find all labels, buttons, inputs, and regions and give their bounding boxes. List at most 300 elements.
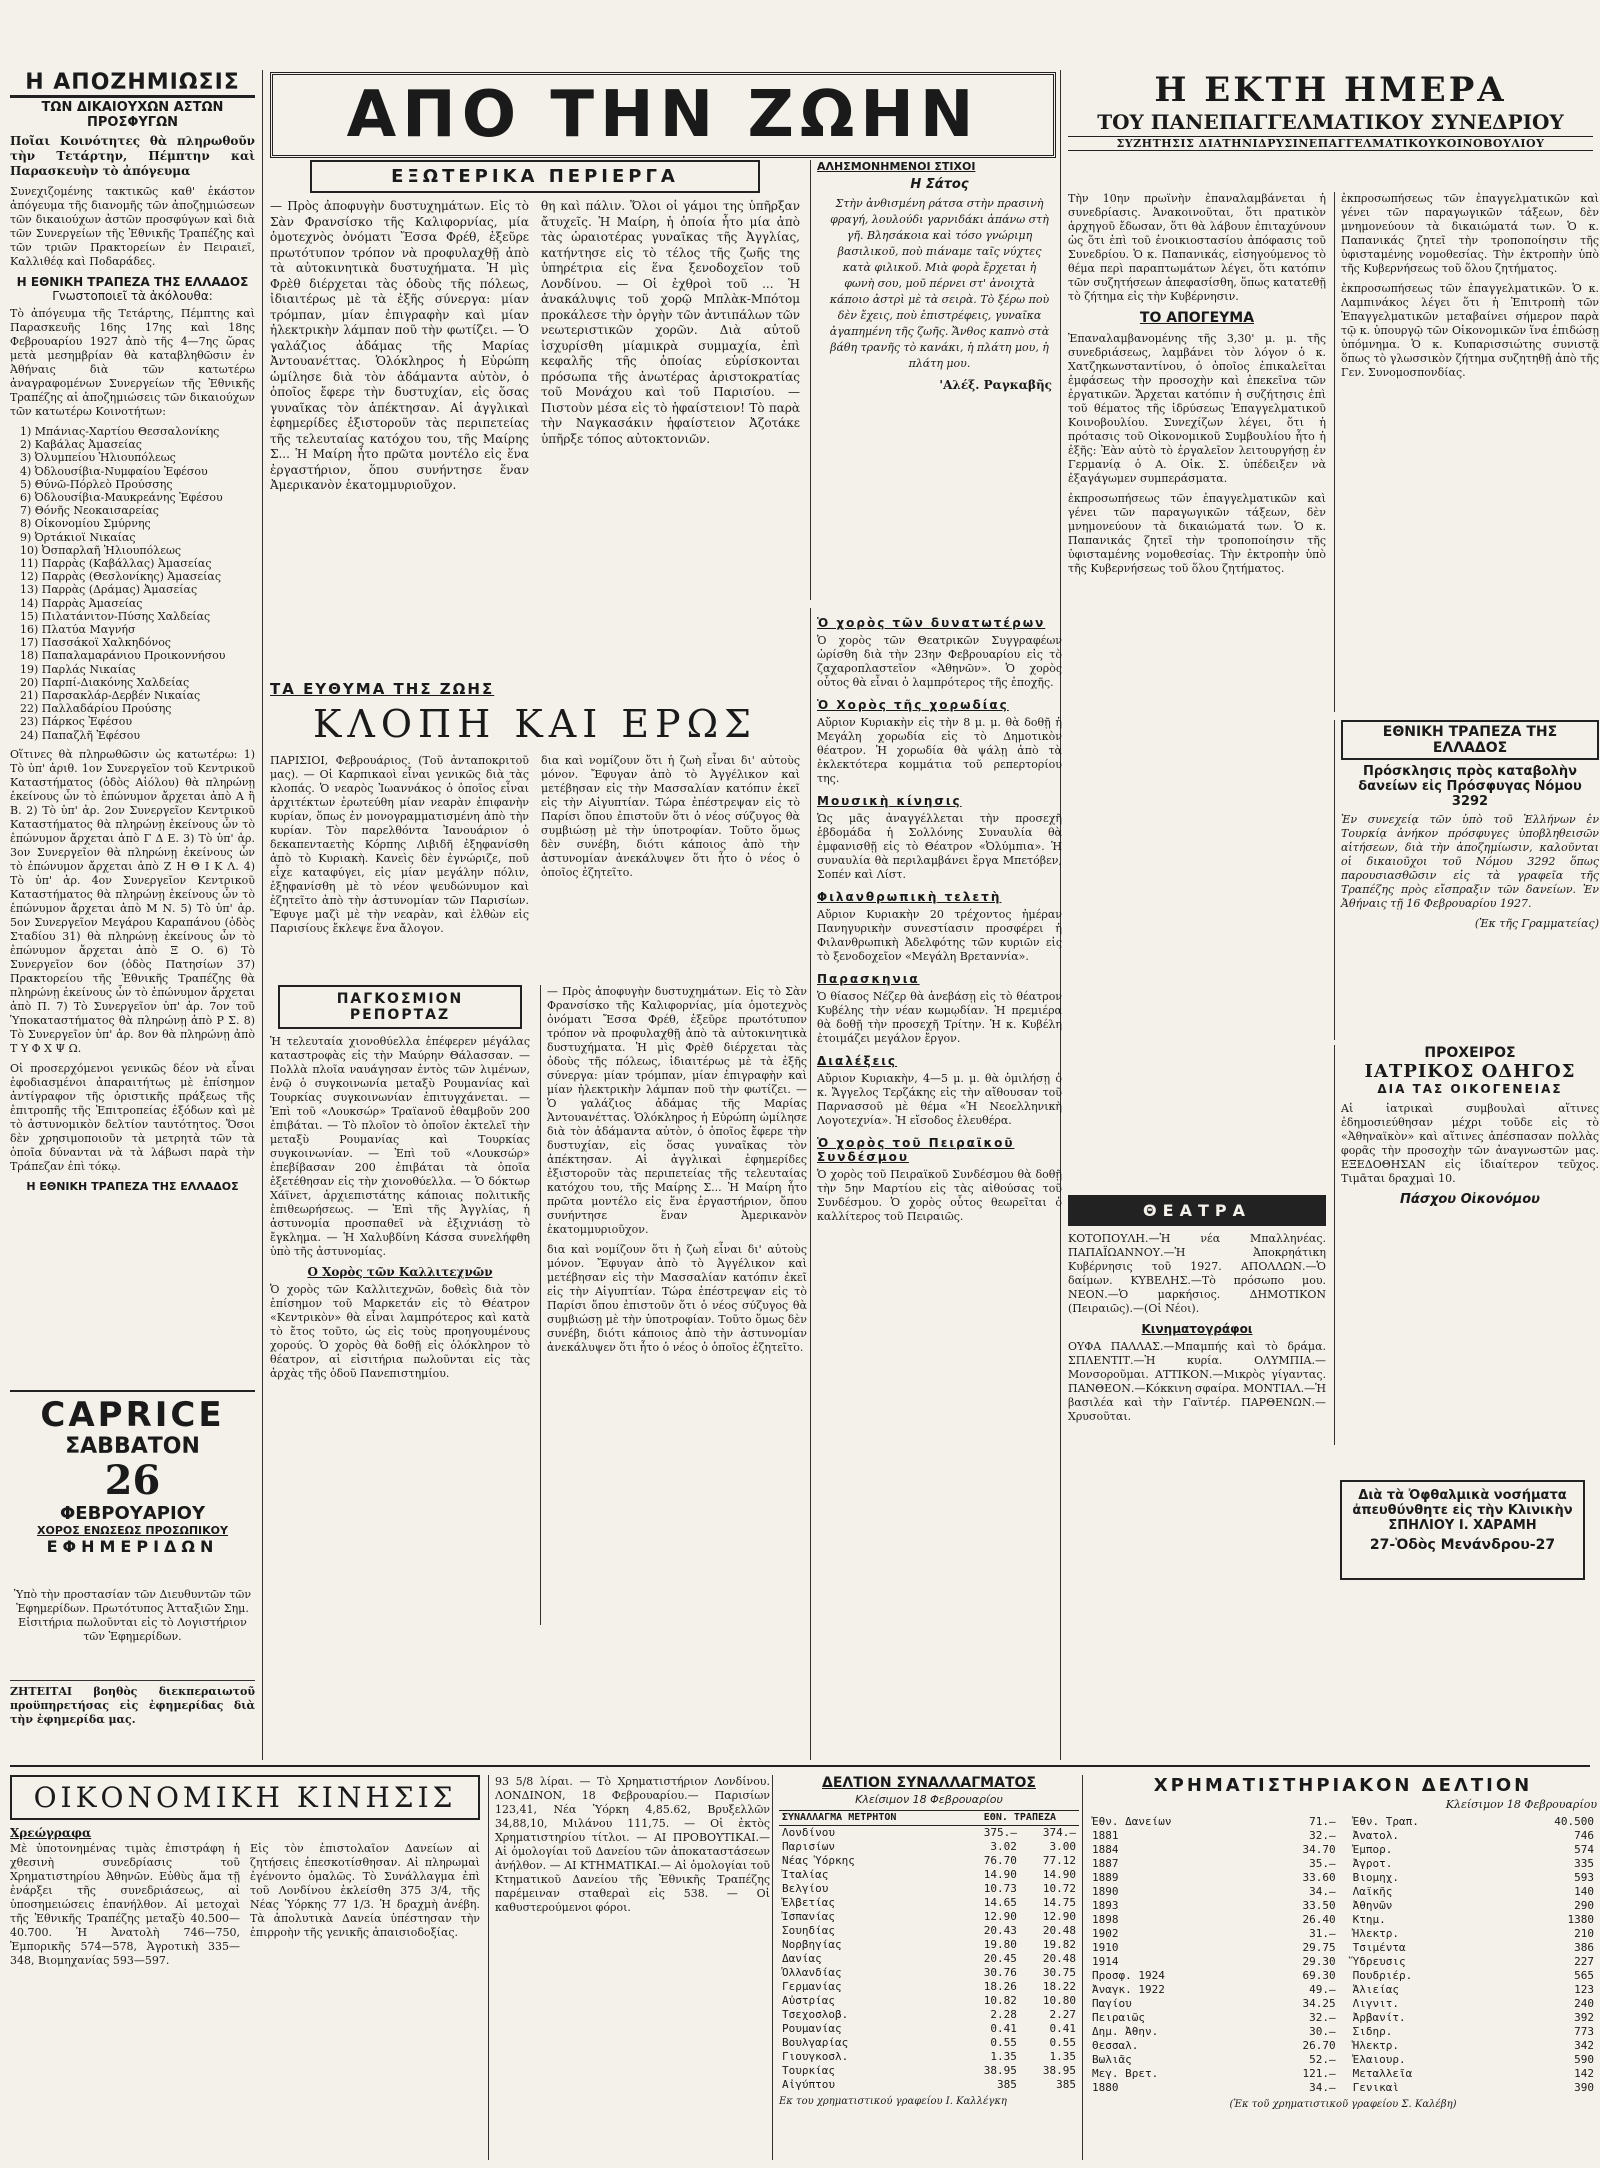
stock-price: 33.50 (1302, 1899, 1336, 1912)
stock-row (1089, 1969, 1597, 1983)
list-item: 12) Παρρὰς (Θεσλονίκης) Ἀμασείας (20, 570, 221, 584)
fx-currency: Αὐστρίας (782, 1994, 835, 2007)
caprice-event: ΧΟΡΟΣ ΕΝΩΣΕΩΣ ΠΡΟΣΩΠΙΚΟΥ (36, 1524, 228, 1537)
stock-name: 1884 (1092, 1843, 1119, 1856)
fx-currency: Ὁλλανδίας (782, 1966, 842, 1979)
fx-currency: Ἰσπανίας (782, 1910, 835, 1923)
reportage-title: ΠΑΓΚΟΣΜΙΟΝ ΡΕΠΟΡΤΑΖ (278, 985, 522, 1029)
stock-name: Ἐλαιουρ. (1352, 2053, 1406, 2066)
fx-currency: Γιουγκοσλ. (782, 2050, 849, 2063)
fx-title: ΔΕΛΤΙΟΝ ΣΥΝΑΛΛΑΓΜΑΤΟΣ (822, 1775, 1036, 1791)
banner-title: ΑΠΟ ΤΗΝ ΖΩΗΝ (346, 78, 980, 152)
fx-rate: 0.55 (990, 2036, 1017, 2049)
stock-row (1089, 1913, 1597, 1927)
list-item: 23) Πάρκος Ἐφέσου (20, 715, 133, 729)
stock-price: 26.70 (1302, 2039, 1336, 2052)
stock-row (1089, 1997, 1597, 2011)
fx-rate: 12.90 (1042, 1910, 1076, 1923)
stock-name: 1893 (1092, 1899, 1119, 1912)
apog-body-2: ἐκπροσωπήσεως τῶν ἐπαγγελματικῶν. Ὁ κ. Λαμπινάκος λέγει ὅτι ἡ Ἐπιτροπὴ τῶν Ἐπαγγελματικῶν μεταβαίνει σήμερον παρὰ τῷ κ. ὑπουργῷ τῶν Οἰκονομικῶν ἵνα ἐπιδώσῃ ὑπόμνημα. Ὁ κ. Κυπαρισσιώτης συνιστᾷ ὅπως τὸ γλωσσικὸν ζήτημα συζητηθῇ ἀπὸ τῆς Γεν. Συνομοσπονδίας. (1341, 282, 1599, 379)
fx-currency: Ἰταλίας (782, 1868, 829, 1881)
fx-rate: 385 (997, 2078, 1017, 2091)
left-body-1: Συνεχιζομένης τακτικῶς καθ' ἑκάστον ἀπόγευμα τῆς διανομῆς τῶν ἀποζημιώσεων τῶν δικαιούχων ἀστῶν προσφύγων καὶ διὰ τῶν Συνεργείων τῆς Ἐθνικῆς Τραπέζης καὶ τῶν τριῶν Πρακτορείων ἐν Πειραιεῖ, Καλλιθέᾳ καὶ Ποδαράδες. (10, 185, 255, 268)
fx-rate: 3.02 (990, 1840, 1017, 1853)
fx-row (779, 1854, 1079, 1868)
doctor-body: Αἱ ἱατρικαὶ συμβουλαὶ αἵτινες ἐδημοσιεύθησαν μέχρι τοῦδε εἰς τὸ «Ἀθηναϊκὸν» καὶ αἵτινες ἀπέσπασαν πολλὰς φορᾶς τὴν προσοχὴν τῶν ἀναγνωστῶν μας. ΕΞΕΔΟΘΗΣΑΝ εἰς ἰδιαίτερον τεῦχος. Τιμᾶται δραχμαὶ 10. (1341, 1102, 1599, 1185)
stock-price: 29.75 (1302, 1941, 1336, 1954)
list-item: 3) Ὀλυμπείου Ἡλιουπόλεως (20, 451, 176, 465)
fx-row (779, 1980, 1079, 1994)
stock-price: 773 (1574, 2025, 1594, 2038)
stock-name: Παγίου (1092, 1997, 1132, 2010)
list-item: 6) Ὀδλουσίβια-Μαυκρεάνης Ἐφέσου (20, 491, 223, 505)
stock-price: 227 (1574, 1955, 1594, 1968)
apog-body-repeat: ἐκπροσωπήσεως τῶν ἐπαγγελματικῶν καὶ γένει τῶν παραγωγικῶν τάξεων, δὲν μνημονεύουν τὰ δικαιώματά των. Ὁ κ. Παπανικάς ζητεῖ τὴν τροποποίησιν τῆς ὑφισταμένης νομοθεσίας. Τὴν ἐκτροπὴν ὑπὸ τῆς Κυβερνήσεως τοῦ ὅλου ζητήματος. (1068, 492, 1326, 575)
fx-currency: Παρισίων (782, 1840, 835, 1853)
poem-section (810, 160, 1062, 600)
fx-rate: 10.82 (983, 1994, 1017, 2007)
list-item: 18) Παπαλαμαράνιου Προικοννήσου (20, 649, 226, 663)
econ-title: ΟΙΚΟΝΟΜΙΚΗ ΚΙΝΗΣΙΣ (10, 1775, 480, 1820)
fx-rate: 30.75 (1042, 1966, 1076, 1979)
phil-title: Φιλανθρωπικὴ τελετὴ (817, 890, 1002, 904)
fx-rate: 0.55 (1049, 2036, 1076, 2049)
reportage-section (270, 985, 530, 1625)
list-item: 21) Παρσακλάρ-Δερβέν Νικαίας (20, 689, 201, 703)
apog-title: ΤΟ ΑΠΟΓΕΥΜΑ (1139, 310, 1255, 326)
stock-price: 32.— (1309, 2011, 1336, 2024)
fx-rate: 375.— (983, 1826, 1017, 1839)
fx-row (779, 2022, 1079, 2036)
list-item: 7) Θόνῆς Νεοκαισαρείας (20, 504, 159, 518)
fx-row (779, 1868, 1079, 1882)
stock-price: 71.— (1309, 1815, 1336, 1828)
fx-currency: Τουρκίας (782, 2064, 835, 2077)
theatre-section (1068, 1195, 1326, 1615)
fx-rate: 18.26 (983, 1980, 1017, 1993)
stock-price: 342 (1574, 2039, 1594, 2052)
list-item: 9) Ὀρτάκιοϊ Νικαίας (20, 530, 136, 544)
fx-row (779, 2064, 1079, 2078)
eye-clinic-text: Διὰ τὰ Ὀφθαλμικὰ νοσήματα ἀπευθύνθητε εἰς τὴν Κλινικὴν ΣΠΗΛΙΟΥ Ι. ΧΑΡΑΜΗ (1352, 1488, 1573, 1533)
stock-row (1089, 2039, 1597, 2053)
fx-row (779, 1896, 1079, 1910)
list-item: 17) Πασσάκοϊ Χαλκηδόνος (20, 636, 171, 650)
stock-date: Κλείσιμον 18 Φεβρουαρίου (1445, 1798, 1597, 1811)
fx-rate: 1.35 (1049, 2050, 1076, 2063)
stock-name: Θεσσαλ. (1092, 2039, 1139, 2052)
cinema-title: Κινηματογράφοι (1141, 1322, 1253, 1336)
stock-price: 34.— (1309, 2081, 1336, 2094)
fx-row (779, 1952, 1079, 1966)
list-item: 16) Πλατύα Μαγνήσ (20, 623, 136, 637)
econ-subtitle: Χρεώγραφα (10, 1826, 92, 1840)
stock-row (1089, 1843, 1597, 1857)
fx-rate: 38.95 (983, 2064, 1017, 2077)
econ-body-3: 93 5/8 λίραι. — Τὸ Χρηματιστήριον Λονδίνου. ΛΟΝΔΙΝΟΝ, 18 Φεβρουαρίου.— Παρισίων 123,41, Νέα Ὑόρκη 4,85.62, Βρυξελλῶν 34,88,10, Μιλάνου 111,75. — Οἱ ἐκτὸς Χρηματιστηρίου τίτλοι. — ΑΙ ΠΡΟΒΟΥΤΙΚΑΙ.— Αἱ ὁμολογίαι τοῦ Δανείου τῶν ἀποκαταστάσεων ἀνήλθον. — ΑΙ ΚΤΗΜΑΤΙΚΑΙ.— Αἱ ὁμολογίαι τοῦ Κτηματικοῦ Δανείου τῆς Ἐθνικῆς Τραπέζης παρέμειναν σταθεραὶ εἰς 538. — Οἱ καθυστερούμενοι φόροι. (495, 1775, 770, 1914)
fx-rate: 10.73 (983, 1882, 1017, 1895)
exoterika-col-2: θη καὶ πάλιν. Ὅλοι οἱ γάμοι της ὑπῆρξαν ἄτυχεῖς. Ἡ Μαίρη, ἡ ὁποία ἦτο μία ἀπὸ τὰς ὡραιοτέρας γυναῖκας τῆς Ἀγγλίας, κατήντησε εἰς τὸ τέλος τῆς ζωῆς της ὑπηρέτρια εἰς ἕνα ξενοδοχεῖον τοῦ Λονδίνου. — Οἱ ἐχθροὶ τοῦ ... Ἡ ἀνακάλυψις τοῦ χορῷ Μπλὰκ-Μπότομ προκάλεσε τὴν ὀργὴν τῶν ἀντιπάλων τῶν νεωτεριστικῶν χορῶν. Διὰ αὐτοῦ ἰσχυρίσθη μίαμικρὰ συμμαχία, ἐπὶ κεφαλῆς τῆς ὁποίας εὑρίσκονται πρόσωπα τῆς ἀνωτέρας ἀριστοκρατίας τοῦ Μονάχου καὶ τοῦ Παρισίου. — Πιστοὺν μέσα εἰς τὸ ἡφαίστειον! Τὸ παρὰ τὴν Ναγκασάκιν ἡφαίστειον Ἀζοτάκε ὑπῆρξε τόπος αὐτοκτονιῶν. (541, 199, 800, 446)
stock-price: 34.70 (1302, 1843, 1336, 1856)
stock-row (1089, 1955, 1597, 1969)
stock-row (1089, 1871, 1597, 1885)
left-title: Η ΑΠΟΖΗΜΙΩΣΙΣ (10, 70, 255, 98)
fx-currency: Ἑλβετίας (782, 1896, 835, 1909)
fx-currency: Αἰγύπτου (782, 2078, 835, 2091)
stock-price: 290 (1574, 1899, 1594, 1912)
fx-rate: 1.35 (990, 2050, 1017, 2063)
fx-table-body (779, 1826, 1079, 2093)
stock-row (1089, 2025, 1597, 2039)
fx-currency: Ρουμανίας (782, 2022, 842, 2035)
list-item: 14) Παρρὰς Ἀμασείας (20, 596, 143, 610)
poem-signature: 'Αλέξ. Ραγκαβῆς (939, 378, 1052, 392)
stock-name: Ἠλεκτρ. (1352, 1927, 1399, 1940)
econ-body-2: Εἰς τὸν ἐπιστολαῖον Δανείων αἱ ζητήσεις ἐπεσκοτίσθησαν. Αἱ πληρωμαὶ ἐγένοντο ὁμαλῶς. Τὸ Συνάλλαγμα ἐπὶ τοῦ Λονδίνου ἐκλείσθη 375 3/4, τῆς Νέας Ὑόρκης 77 1/3. Ἡ δραχμὴ ἀνέβη. Τὰ ἀπολυτικὰ Δανεία ὑπέστησαν τὴν ἐπιρροὴν τῆς γενικῆς ἀπαισιοδοξίας. (250, 1842, 480, 1939)
list-item: 4) Ὀδλουσίβια-Νυμφαίου Ἐφέσου (20, 464, 208, 478)
fx-rate: 14.65 (983, 1896, 1017, 1909)
lectures-body: Αὔριον Κυριακὴν, 4—5 μ. μ. θὰ ὁμιλήσῃ ὁ κ. Ἄγγελος Τερζάκης εἰς τὴν αἴθουσαν τοῦ Παρνασσοῦ μὲ θέμα «Ἡ Νεοελληνικὴ Λογοτεχνία». Ἡ εἴσοδος ἐλευθέρα. (817, 1072, 1062, 1127)
stock-price: 240 (1574, 1997, 1594, 2010)
stock-name: Ὕδρευσις (1352, 1955, 1406, 1968)
poem-subtitle: Η Σάτος (910, 177, 969, 192)
fx-rate: 18.22 (1042, 1980, 1076, 1993)
fx-section (772, 1775, 1079, 2160)
fx-row (779, 2008, 1079, 2022)
fx-currency: Δανίας (782, 1952, 822, 1965)
events-body-2: δια καὶ νομίζουν ὅτι ἡ ζωὴ εἶναι δι' αὐτοὺς μόνον. Ἔφυγαν ἀπὸ τὸ Ἀγγέλικον καὶ μετέβησαν εἰς τὴν Μασσαλίαν κατόπιν ἐκεῖ εἰς τὴν Αἰγυπτίαν. Τώρα ἐπέστρεψαν εἰς τὸ Παρίσι ὅπου ἐπιστοῦν ὅτι ὁ νέος σύζυγος θὰ συμβιώσῃ μὲ τὴν ὑποτροφίαν. Τοῦτο ὅμως δὲν συνέβη, διότι κάποιος ἀπὸ τὴν ἀστυνομίαν ἀνεκάλυψεν ὅτι ἦτο ὁ νέος ὁ ὁποῖος ἐζητεῖτο. (541, 754, 800, 879)
list-item: 24) Παπαζλῆ Ἐφέσου (20, 728, 141, 742)
bank-ad-subtitle: Πρόσκλησις πρὸς καταβολὴν δανείων εἰς Πρόσφυγας Νόμου 3292 (1358, 764, 1582, 809)
fx-row (779, 2036, 1079, 2050)
fx-currency: Νέας Ὑόρκης (782, 1854, 855, 1867)
eye-clinic-ad (1340, 1480, 1585, 1580)
fx-rate: 77.12 (1042, 1854, 1076, 1867)
events-title: ΚΛΟΠΗ ΚΑΙ ΕΡΩΣ (313, 702, 757, 746)
caprice-body: Ὑπὸ τὴν προστασίαν τῶν Διευθυντῶν τῶν Ἐφημερίδων. Πρωτότυπος Ἀτταξιῶν Σημ. Εἰσιτήρια πωλοῦνται εἰς τὸ Λογιστήριον τῶν Ἐφημερίδων. (13, 1588, 252, 1643)
stock-price: 34.— (1309, 1885, 1336, 1898)
main-banner (270, 72, 1056, 158)
econ-body-1: Μὲ ὑποτονημένας τιμὰς ἐπιστράφη ἡ χθεσινὴ συνεδρίασις τοῦ Χρηματιστηρίου Ἀθηνῶν. Εὐθὺς ἅμα τῇ ἐνάρξει τῆς συνεδριάσεως, αἱ ὑποσημειώσεις ἐπανήλθον. Αἱ μετοχαὶ τῆς Ἐθνικῆς Τραπέζης μεταξὺ 40.500—40.700. Ἡ Ἀνατολὴ 746—750, Ἐμπορικῆς 574—578, Ἀγροτικὴ 335—348, Βιομηχανίας 593—597. (10, 1842, 240, 1967)
stock-row (1089, 1857, 1597, 1871)
parasx-title: Παρασκηνια (817, 972, 920, 986)
stock-price: 574 (1574, 1843, 1594, 1856)
events-kicker: ΤΑ ΕΥΘΥΜΑ ΤΗΣ ΖΩΗΣ (270, 680, 495, 698)
right-body-1: Τὴν 10ην πρωϊνὴν ἐπαναλαμβάνεται ἡ συνεδρίασις. Ἀνακοινοῦται, ὅτι πρατικὸν ἀρχηγοῦ ἔδωσαν, ὅτι θὰ λάβουν ἐπιταχύνουν ὡς ὅτι ἐπὶ τοῦ ἐνοικιοστασίου ἀπόφασις τοῦ Συνεδρίου. Ὁ κ. Παπανικάς, εἰσηγούμενος τὸ θέμα περὶ παραπτωμάτων λέγει, ὅτι κατόπιν τῶν συζητήσεων ἀπεφασίσθη, ὅπως κατατεθῇ τὸ ζήτημα εἰς τὴν Κυβέρνησιν. (1068, 192, 1326, 303)
stock-price: 565 (1574, 1969, 1594, 1982)
stock-name: Λιγνιτ. (1352, 1997, 1399, 2010)
fx-header: ΣΥΝΑΛΛΑΓΜΑ ΜΕΤΡΗΤΟΝ (782, 1812, 897, 1823)
stock-price: 31.— (1309, 1927, 1336, 1940)
stock-price: 746 (1574, 1829, 1594, 1842)
list-item: 5) Θύνῶ-Πόρλεὸ Προύσσης (20, 477, 173, 491)
stock-price: 590 (1574, 2053, 1594, 2066)
fx-rate: 10.80 (1042, 1994, 1076, 2007)
fx-rate: 20.45 (983, 1952, 1017, 1965)
caprice-date: 26 (104, 1457, 161, 1504)
events-section (270, 680, 800, 980)
chorus2-body: Αὔριον Κυριακὴν εἰς τὴν 8 μ. μ. θὰ δοθῇ ἡ Μεγάλη χορωδία εἰς τὸ Δημοτικὸν θέατρον. Ἡ χορωδία θὰ ψάλῃ ἀπὸ τὰ ἐκλεκτότερα κομμάτια τοῦ ρεπερτορίου της. (817, 716, 1062, 785)
stock-price: 392 (1574, 2011, 1594, 2024)
stock-name: Σιδηρ. (1352, 2025, 1393, 2038)
stock-name: Ἁλιείας (1352, 1983, 1399, 1996)
fx-rate: 38.95 (1042, 2064, 1076, 2077)
music-body: Ὡς μᾶς ἀναγγέλλεται τὴν προσεχῆ ἑβδομάδα ἡ Σολλόνης Συναυλία θὰ ἐμφανισθῇ εἰς τὸ Θέατρον «Ὀλύμπια». Ἡ συναυλία θὰ περιλαμβάνει ἔργα Μπετόβεν, Σοπέν καὶ Λίστ. (817, 812, 1062, 881)
list-item: 20) Παρπί-Διακόνης Χαλδείας (20, 675, 190, 689)
econ-section (10, 1775, 480, 2160)
stock-name: Ἐθν. Τραπ. (1352, 1815, 1419, 1828)
fx-rate: 14.75 (1042, 1896, 1076, 1909)
stock-section (1082, 1775, 1597, 2160)
fx-currency: Τσεχοσλοβ. (782, 2008, 849, 2021)
theatre-body: ΚΟΤΟΠΟΥΛΗ.—Ἡ νέα Μπαλληνέας. ΠΑΠΑΪΩΑΝΝΟΥ.—Ἡ Ἀποκρηάτικη Κυβέρνησις τοῦ 1927. ΑΠΟΛΛΩΝ.—Ὁ δαίμων. ΚΥΒΕΛΗΣ.—Τὸ πρόσωπο μου. ΝΕΟΝ.—Ὁ μαρκήσιος. ΔΗΜΟΤΙΚΟΝ (Πειραιῶς).—(Οἱ Νέοι). (1068, 1232, 1326, 1315)
fx-rate: 19.80 (983, 1938, 1017, 1951)
caprice-org: ΕΦΗΜΕΡΙΔΩΝ (46, 1537, 219, 1556)
list-item: 1) Μπάνιας-Χαρτίου Θεσσαλονίκης (20, 425, 220, 438)
bank-ad (1334, 720, 1599, 1040)
right-body-2-text: ἐκπροσωπήσεως τῶν ἐπαγγελματικῶν καὶ γένει τῶν παραγωγικῶν τάξεων, δὲν μνημονεύουν τὰ δικαιώματά των. Ὁ κ. Παπανικάς ζητεῖ τὴν τροποποίησιν τῆς ὑφισταμένης νομοθεσίας. Τὴν ἐκτροπὴν ὑπὸ τῆς Κυβερνήσεως τοῦ ὅλου ζητήματος. (1341, 192, 1599, 275)
stock-name: Ἀθηνῶν (1352, 1899, 1393, 1912)
stock-name: Βωλιᾶς (1092, 2053, 1132, 2066)
chores-title: Ο Χορὸς τῶν Καλλιτεχνῶν (307, 1265, 493, 1279)
doctor-subtitle: ΙΑΤΡΙΚΟΣ ΟΔΗΓΟΣ (1364, 1061, 1576, 1082)
fx-currency: Σουηδίας (782, 1924, 835, 1937)
stock-name: Πειραιῶς (1092, 2011, 1145, 2024)
fx-row (779, 1966, 1079, 1980)
stock-name: Τσιμέντα (1352, 1941, 1406, 1954)
caprice-day: ΣΑΒΒΑΤΟΝ (65, 1434, 200, 1459)
phil-body: Αὔριον Κυριακὴν 20 τρέχοντος ἡμέραν Πανηγυρικὴν συνεστίασιν προσφέρει ἡ Φιλανθρωπικὴ Ἀδελφότης τῶν κυριῶν εἰς τὸ ξενοδοχεῖον «Μεγάλη Βρεταννία». (817, 908, 1062, 963)
caprice-month: ΦΕΒΡΟΥΑΡΙΟΥ (59, 1503, 205, 1524)
exoterika-title: ΕΞΩΤΕΡΙΚΑ ΠΕΡΙΕΡΓΑ (310, 160, 760, 193)
center-right-news (540, 985, 807, 1625)
fx-currency: Βουλγαρίας (782, 2036, 849, 2049)
apog-body: Ἐπαναλαμβανομένης τῆς 3,30' μ. μ. τῆς συνεδριάσεως, λαμβάνει τὸν λόγον ὁ κ. Χατζηκωνσταντίνου, ὁ ὁποῖος ἐπικαλεῖται ἐμφάσεως τὴν προσοχὴν καὶ ἐπεκεῖνα τῶν ἐργατικῶν. Ἄρχεται κατόπιν ἡ συζήτησις ἐπὶ τοῦ θέματος τῆς ἱδρύσεως Ἐπαγγελματικοῦ Κοινοβουλίου. Συνεχίζων λέγει, ὅτι ἡ πρότασις τοῦ Οἰκονομικοῦ Συμβουλίου ἦτο ἡ ἐξῆς: Ἐὰν αὐτὸ τὸ ἐργαλεῖον λειτουργήσῃ ἐν Γερμανίᾳ ὁ Α. Οἰκ. Σ. ὑπέδειξεν νὰ ἐξαγάγωμεν συμπεράσματα. (1068, 332, 1326, 485)
stock-name: Ἐμπορ. (1352, 1843, 1393, 1856)
stock-name: Ἀρβανίτ. (1352, 2011, 1406, 2024)
fx-table (779, 1810, 1079, 2092)
stock-price: 386 (1574, 1941, 1594, 1954)
poem-body: Στὴν ἀνθισμένη ράτσα στὴν πρασινὴ φραγή, λουλούδι γαρνιδάκι ἀπάνω στὴ γῆ. Βλησάκοια καὶ τόσο γνώριμη βασιλικοῦ, ποὺ πιάναμε ταῖς νύχτες κατὰ φιλικοῦ. Μιὰ φορὰ ἔρχεται ἡ φωνὴ σου, μοῦ πέρνει στ' ἀνοιχτὰ κάποιο ἀστρὶ μὲ τὰ σειρὰ. Τὸ ξέρω ποὺ δὲν ἔχεις, ποὺ ἐπιστρέφεις, γυναῖκα ἀγαπημένη τῆς ζωῆς. Ἄνθος καπνὸ στὰ βάθη τρανῆς τὸ κανάκι, ἡ πλάτη μου, ἡ πλάτη μου. (829, 197, 1050, 370)
center-right-body-2: δια καὶ νομίζουν ὅτι ἡ ζωὴ εἶναι δι' αὐτοὺς μόνον. Ἔφυγαν ἀπὸ τὸ Ἀγγέλικον καὶ μετέβησαν εἰς τὴν Μασσαλίαν κατόπιν ἐκεῖ εἰς τὴν Αἰγυπτίαν. Τώρα ἐπέστρεψαν εἰς τὸ Παρίσι ὅπου ἐπιστοῦν ὅτι ὁ νέος σύζυγος θὰ συμβιώσῃ μὲ τὴν ὑποτροφίαν. Τοῦτο ὅμως δὲν συνέβη, διότι κάποιος ἀπὸ τὴν ἀστυνομίαν ἀνεκάλυψεν ὅτι ἦτο ὁ νέος ὁ ὁποῖος ἐζητεῖτο. (547, 1243, 807, 1354)
fx-row (779, 1840, 1079, 1854)
list-item: 8) Οἰκονομίου Σμύρνης (20, 517, 151, 531)
stock-name: Ἐθν. Δανείων (1092, 1815, 1172, 1828)
stock-price: 593 (1574, 1871, 1594, 1884)
stock-name: 1902 (1092, 1927, 1119, 1940)
right-header (1068, 70, 1593, 190)
stock-name: 1880 (1092, 2081, 1119, 2094)
stock-price: 29.30 (1302, 1955, 1336, 1968)
list-item: 10) Ὀσπαρλαῆ Ἡλιουπόλεως (20, 543, 182, 557)
fx-rate: 374.— (1042, 1826, 1076, 1839)
fx-rate: 14.90 (1042, 1868, 1076, 1881)
fx-rate: 385 (1056, 2078, 1076, 2091)
bank-ad-title: ΕΘΝΙΚΗ ΤΡΑΠΕΖΑ ΤΗΣ ΕΛΛΑΔΟΣ (1341, 720, 1599, 760)
left-lead: Ποῖαι Κοινότητες θὰ πληρωθοῦν τὴν Τετάρτην, Πέμπτην καὶ Παρασκευὴν τὸ ἀπόγευμα (10, 134, 255, 178)
list-item: 11) Παρρὰς (Καβάλλας) Ἀμασείας (20, 557, 212, 571)
list-item: 2) Καβάλας Ἀμασείας (20, 438, 142, 452)
left-column (10, 70, 255, 1585)
stock-price: 142 (1574, 2067, 1594, 2080)
stock-name: Βιομηχ. (1352, 1871, 1399, 1884)
stock-row (1089, 2053, 1597, 2067)
left-subtitle: ΤΩΝ ΔΙΚΑΙΟΥΧΩΝ ΑΣΤΩΝ ΠΡΟΣΦΥΓΩΝ (41, 100, 224, 130)
left-list (10, 425, 255, 742)
stock-name: Δημ. Ἀθην. (1092, 2025, 1159, 2038)
stock-price: 123 (1574, 1983, 1594, 1996)
stock-price: 1380 (1567, 1913, 1594, 1926)
stock-name: 1914 (1092, 1955, 1119, 1968)
fx-date: Κλείσιμον 18 Φεβρουαρίου (855, 1793, 1003, 1806)
stock-row (1089, 1927, 1597, 1941)
list-item: 15) Πιλατάνιτον-Πύσης Χαλδείας (20, 609, 211, 623)
fx-rate: 76.70 (983, 1854, 1017, 1867)
stock-row (1089, 1941, 1597, 1955)
fx-header: ΕΘΝ. ΤΡΑΠΕΖΑ (983, 1812, 1057, 1823)
left-bank-sign: Η ΕΘΝΙΚΗ ΤΡΑΠΕΖΑ ΤΗΣ ΕΛΛΑΔΟΣ (26, 1179, 239, 1193)
stock-price: 32.— (1309, 1829, 1336, 1842)
music-title: Μουσικὴ κίνησις (817, 794, 962, 808)
side-news (810, 608, 1062, 1760)
list-item: 13) Παρρὰς (Δράμας) Ἀμασείας (20, 583, 198, 597)
fx-rate: 20.43 (983, 1924, 1017, 1937)
fx-rate: 20.48 (1042, 1952, 1076, 1965)
stock-name: Ἀναγκ. 1922 (1092, 1983, 1165, 1996)
fx-rate: 12.90 (983, 1910, 1017, 1923)
stock-price: 26.40 (1302, 1913, 1336, 1926)
doctor-author: Πάσχου Οἰκονόμου (1400, 1192, 1540, 1207)
bank-ad-body: Ἐν συνεχείᾳ τῶν ὑπὸ τοῦ Ἐλλήνων ἐν Τουρκίᾳ ἀνήκον πρόσφυγες ὑποβληθεισῶν αἰτήσεων, διὰ τὴν ἀποζημίωσιν, καλοῦνται οἱ δικαιοῦχοι τοῦ Νόμου 3292 ὅπως παρουσιασθῶσιν εἰς τὰ γραφεῖα τῆς Τραπέζης πρὸς εἴσπραξιν τῶν δανείων. Ἐν Ἀθήναις τῇ 16 Φεβρουαρίου 1927. (1341, 813, 1599, 910)
chores-body: Ὁ χορὸς τῶν Καλλιτεχνῶν, δοθεὶς διὰ τὸν ἐπίσημον τοῦ Μαρκετάν εἰς τὸ Θέατρον «Κεντρικὸν» θὰ εἶναι λαμπρότερος καὶ κατὰ τὸ ἔτος τοῦτο, ὡς εἰς τοὺς προηγουμένους χορούς. Ὁ χορὸς θὰ δοθῇ εἰς ὁλόκληρον τὸ θέατρον, αἱ εἰσιτήρια πωλοῦνται εἰς τὰς ἀρχὰς τῆς ὁδοῦ Πανεπιστημίου. (270, 1283, 530, 1380)
divider-1 (262, 70, 263, 1760)
center-right-body-1: — Πρὸς ἀποφυγὴν δυστυχημάτων. Εἰς τὸ Σὰν Φρανσίσκο τῆς Καλιφορνίας, μία ὁμοτεχνὸς ὀνόματι Ἔσσα Φρέθ, ἐξεῦρε πρωτότυπον τρόπον νὰ προφυλαχθῇ ἀπὸ τὰ αὐτοκινητικὰ δυστυχήματα. Ἡ μὶς Φρὲθ διέρχεται τὰς ὁδοὺς τῆς πόλεως, ἰδιαιτέρως μὲ τὰ ἐξῆς σύνεργα: μίαν τρόμπαν, μίαν ἐπιγραφὴν καὶ μίαν ἠλεκτρικὴν λάμπαν ποῦ τὴν φωτίζει. — Ὁ γαλάζιος ἀδάμας τῆς Μαρίας Ἀντουανέττας. Ὁλόκληρος ἡ Εὐρώπη ὡμίλησε διὰ τὸν ἀδάμαντα αὐτὸν, ὁ ὁποῖος ἔφερε τὴν δυστυχίαν, εἰς ὅσας γυναῖκας τὸν ἀπέκτησαν. Αἱ ἀγγλικαὶ ἐφημερίδες ἐξιστοροῦν τὰς περιπετείας τῆς τελευταίας κατόχου του, τῆς Μαίρης Σ... Ἡ Μαίρη ἦτο πρῶτα μοντέλο εἰς ἕνα ἐργαστήριον, ὅπου συνήντησε ἕναν Ἀμερικανὸν ἑκατομμυριοῦχον. (547, 985, 807, 1236)
poem-title: ΑΛΗΣΜΟΝΗΜΕΝΟΙ ΣΤΙΧΟΙ (817, 160, 976, 173)
caprice-ad (10, 1390, 255, 1591)
fx-rate: 2.28 (990, 2008, 1017, 2021)
fx-row (779, 1938, 1079, 1952)
list-item: 22) Παλλαδάρίου Προύσης (20, 702, 172, 716)
pireus-title: Ὁ χορὸς τοῦ Πειραϊκοῦ Συνδέσμου (817, 1136, 1015, 1164)
caprice-body-wrap (10, 1588, 255, 1668)
chorus1-body: Ὁ χορὸς τῶν Θεατρικῶν Συγγραφέων ὡρίσθη διὰ τὴν 23ην Φεβρουαρίου εἰς τὸ ζαχαροπλαστεῖον «Ἀθηνῶν». Ὁ χορὸς οὗτος θὰ εἶναι ὁ λαμπρότερος τῆς ἐποχῆς. (817, 634, 1062, 689)
stock-price: 210 (1574, 1927, 1594, 1940)
doctor-title: ΠΡΟΧΕΙΡΟΣ (1424, 1045, 1516, 1061)
stock-price: 49.— (1309, 1983, 1336, 1996)
stock-price: 390 (1574, 2081, 1594, 2094)
fx-rate: 10.72 (1042, 1882, 1076, 1895)
fx-rate: 20.48 (1042, 1924, 1076, 1937)
fx-row (779, 1882, 1079, 1896)
fx-rate: 0.41 (990, 2022, 1017, 2035)
stock-name: Μεταλλεῖα (1352, 2067, 1413, 2080)
left-bank-heading: Η ΕΘΝΙΚΗ ΤΡΑΠΕΖΑ ΤΗΣ ΕΛΛΑΔΟΣ (16, 275, 249, 289)
right-title: Η ΕΚΤΗ ΗΜΕΡΑ (1154, 70, 1507, 110)
stock-name: 1910 (1092, 1941, 1119, 1954)
right-body (1068, 192, 1326, 1192)
stock-name: 1887 (1092, 1857, 1119, 1870)
list-item: 19) Παρλάς Νικαίας (20, 662, 136, 676)
stock-row (1089, 1983, 1597, 1997)
stock-name: Προσφ. 1924 (1092, 1969, 1165, 1982)
chorus2-title: Ὁ Χορὸς τῆς χορωδίας (817, 698, 1009, 712)
fx-rate: 0.41 (1049, 2022, 1076, 2035)
stock-name: Ἀγροτ. (1352, 1857, 1393, 1870)
stock-row (1089, 2011, 1597, 2025)
fx-currency: Γερμανίας (782, 1980, 842, 1993)
stock-row (1089, 1899, 1597, 1913)
fx-footer: Εκ του χρηματιστικού γραφείου Ι. Καλλέγκη (779, 2096, 1007, 2107)
fx-currency: Βελγίου (782, 1882, 829, 1895)
right-body-2 (1334, 192, 1599, 712)
fx-row (779, 1910, 1079, 1924)
stock-price: 35.— (1309, 1857, 1336, 1870)
stock-name: Ἡλεκτρ. (1352, 2039, 1399, 2052)
caprice-title: CAPRICE (40, 1395, 225, 1435)
stock-footer: (Ἐκ τοῦ χρηματιστικοῦ γραφείου Σ. Καλέβη) (1229, 2099, 1457, 2110)
exoterika-col-1: — Πρὸς ἀποφυγὴν δυστυχημάτων. Εἰς τὸ Σὰν Φρανσίσκο τῆς Καλιφορνίας, μία ὁμοτεχνὸς ὀνόματι Ἔσσα Φρέθ, ἐξεῦρε πρωτότυπον τρόπον νὰ προφυλαχθῇ ἀπὸ τὰ αὐτοκινητικὰ δυστυχήματα. Ἡ μὶς Φρὲθ διέρχεται τὰς ὁδοὺς τῆς πόλεως, ἰδιαιτέρως μὲ τὰ ἐξῆς σύνεργα: μίαν τρόμπαν, μίαν ἐπιγραφὴν καὶ μίαν ἠλεκτρικὴν λάμπαν ποῦ τὴν φωτίζει. — Ὁ γαλάζιος ἀδάμας τῆς Μαρίας Ἀντουανέττας. Ὁλόκληρος ἡ Εὐρώπη ὡμίλησε διὰ τὸν ἀδάμαντα αὐτὸν, ὁ ὁποῖος ἔφερε τὴν δυστυχίαν, εἰς ὅσας γυναῖκας τὸν ἀπέκτησαν. Αἱ ἀγγλικαὶ ἐφημερίδες ἐξιστοροῦν τὰς περιπετείας τῆς τελευταίας κατόχου του, τῆς Μαίρης Σ... Ἡ Μαίρη ἦτο πρῶτα μοντέλο εἰς ἕνα ἐργαστήριον, ὅπου συνήντησε ἕναν Ἀμερικανὸν ἑκατομμυριοῦχον. (270, 199, 529, 492)
stock-name: 1881 (1092, 1829, 1119, 1842)
fx-currency: Λονδίνου (782, 1826, 835, 1839)
events-body-1: ΠΑΡΙΣΙΟΙ, Φεβρουάριος. (Τοῦ ἀνταποκριτοῦ μας). — Οἱ Καρπικαοὶ εἶναι γενικῶς διὰ τὰς κλοπάς. Ὁ νεαρὸς Ἰωαννάκος ὁ ὁποῖος εἶναι ἀρχιτέκτων ἐρωτεύθη μίαν νεαρὰν ἐπιφανὴν κυρίαν, ὅπως ἐν μονογραμματισμένη ἀπὸ τὴν κυρίαν. Τὸν παρελθόντα Ἰανουάριον ὁ δεκαπενταετὴς Κόρπης Λιβιδῆ ἐξηφανίσθη ἀπὸ τὸ Κυριακὴ. Κανεὶς δὲν ἐγνώριζε, ποῦ εἶχε καταφύγει, εἰς μίαν μεγάλην πόλιν, ἐξηφανίσθη μὲ τὸ νέον ψευδώνυμον καὶ ἐζητεῖτο ἀπὸ τὴν ἀστυνομίαν τῶν Παρισίων. Ἔφυγε μαζὶ μὲ τὴν νεαρὰν, καὶ ἐλθὼν εἰς Παρισίους ἔκλεψε ἕνα ἄλογον. (270, 754, 529, 935)
pireus-body: Ὁ χορὸς τοῦ Πειραϊκοῦ Συνδέσμου θὰ δοθῇ τὴν 5ην Μαρτίου εἰς τὰς αἰθούσας τοῦ Συνδέσμου. Ὁ χορὸς οὗτος θεωρεῖται ὁ καλλίτερος τοῦ Πειραιῶς. (817, 1168, 1062, 1223)
stock-name: Λαϊκῆς (1352, 1885, 1393, 1898)
cinema-body: ΟΥΦΑ ΠΑΛΛΑΣ.—Μπαμπής καὶ τὸ δράμα. ΣΠΛΕΝΤΙΤ.—Ἡ κυρία. ΟΛΥΜΠΙΑ.—Μονσοροῦμαι. ΑΤΤΙΚΟΝ.—Μικρὸς γίγαντας. ΠΑΝΘΕΟΝ.—Κόκκινη σφαίρα. ΜΟΝΤΙΑΛ.—Ἡ βασιλέα καὶ τὴν Γαϊντέρ. ΠΑΡΘΕΝΩΝ.—Χρυσοῦται. (1068, 1340, 1326, 1423)
fx-row (779, 1994, 1079, 2008)
stock-row (1089, 1829, 1597, 1843)
stock-name: Μεγ. Βρετ. (1092, 2067, 1159, 2080)
stock-price: 52.— (1309, 2053, 1336, 2066)
stock-row (1089, 2067, 1597, 2081)
right-kicker: ΣΥΖΗΤΗΣΙΣ ΔΙΑΤΗΝΙΔΡΥΣΙΝΕΠΑΓΓΕΛΜΑΤΙΚΟΥΚΟΙΝΟΒΟΥΛΙΟΥ (1068, 136, 1593, 151)
fx-row (779, 1826, 1079, 1841)
stock-name: 1889 (1092, 1871, 1119, 1884)
fx-currency: Νορβηγίας (782, 1938, 842, 1951)
stock-name: Γενικαὶ (1352, 2081, 1399, 2094)
stock-price: 30.— (1309, 2025, 1336, 2038)
stock-price: 121.— (1302, 2067, 1336, 2080)
chorus1-title: Ὁ χορὸς τῶν δυνατωτέρων (817, 616, 1046, 630)
fx-rate: 2.27 (1049, 2008, 1076, 2021)
stock-price: 140 (1574, 1885, 1594, 1898)
stock-row (1089, 2081, 1597, 2095)
stock-name: 1898 (1092, 1913, 1119, 1926)
bank-ad-sign: (Ἐκ τῆς Γραμματείας) (1474, 917, 1599, 930)
stock-name: Πουδριέρ. (1352, 1969, 1413, 1982)
wanted-wrap (10, 1680, 255, 1755)
exoterika-section (270, 160, 800, 675)
stock-table (1089, 1815, 1597, 2095)
stock-price: 69.30 (1302, 1969, 1336, 1982)
stock-price: 40.500 (1554, 1815, 1594, 1828)
bottom-rule (10, 1765, 1590, 1767)
left-bank-sub: Γνωστοποιεῖ τὰ ἀκόλουθα: (52, 289, 213, 303)
fx-rate: 30.76 (983, 1966, 1017, 1979)
reportage-body: Ἡ τελευταία χιονοθύελλα ἐπέφερεν μέγάλας καταστροφὰς εἰς τὴν Μαύρην Θάλασσαν. — Πολλὰ πλοῖα ναυάγησαν ἐντὸς τῶν λιμένων, ἐνῷ ὁ συγκοινωνία μεταξὺ Ρουμανίας καὶ Τουρκίας συγκοινωνίαν ἐπιτυγχάνεται. — Ἐπὶ τοῦ «Λουκσώρ» Τραϊανοῦ ἐθαμβοῦν 200 ἐπιβάται. — Τὸ πλοῖον τὸ ὁποῖον ἐκτελεῖ τὴν μεταξὺ Ρουμανίας καὶ Τουρκίας συγκοινωνίαν. — Ἐπὶ τοῦ «Λουκσώρ» ἐπεβίβασαν 200 ἐπιβάται τὰ ὁποῖα ἐξετέθησαν εἰς τὴν χιονοθύελλα. — Ὁ δόκτωρ Χάϊνετ, ἀρχιεπιστάτης κάποιας πολιτικῆς ἐπιθεωρήσεως. — Ἐπὶ τῆς Ἀγγλίας, ἡ ἀστυνομία προσπαθεῖ νὰ ἐξιχνιάσῃ τὸ ἔγκλημα. — Ἡ Χαλυβδίνη Κάσσα συνελήφθη ὑπὸ τῆς ἀστυνομίας. (270, 1035, 530, 1258)
stock-name: 1890 (1092, 1885, 1119, 1898)
wanted-ad: ΖΗΤΕΙΤΑΙ βοηθὸς διεκπεραιωτοῦ προϋπηρετήσας εἰς ἐφημερίδας διὰ τὴν ἐφημερίδα μας. (10, 1685, 255, 1726)
econ-section-2 (488, 1775, 770, 2160)
stock-price: 33.60 (1302, 1871, 1336, 1884)
stock-row (1089, 1885, 1597, 1899)
left-body-2: Τὸ ἀπόγευμα τῆς Τετάρτης, Πέμπτης καὶ Παρασκευῆς 16ης 17ης καὶ 18ης Φεβρουαρίου 1927 ἀπὸ τῆς 4—7ης ὥρας μετὰ μεσημβρίαν θὰ καταβληθῶσιν ἐν Ἀθήναις διὰ τῶν κατωτέρω ἀναγραφομένων Συνεργείων τῆς Ἐθνικῆς Τραπέζης αἱ ἀποζημιώσεις τῶν δικαιούχων τῶν κατωτέρω Κοινοτήτων: (10, 307, 255, 418)
theatre-title: ΘΕΑΤΡΑ (1068, 1195, 1326, 1226)
stock-name: Ἀνατολ. (1352, 1829, 1399, 1842)
lectures-title: Διαλέξεις (817, 1054, 898, 1068)
left-body-4: Οἱ προσερχόμενοι γενικῶς δέον νὰ εἶναι ἐφοδιασμένοι ἀπαραιτήτως μὲ ἐπίσημον ἀντίγραφον τῆς ὁριστικῆς πράξεως τῆς ἐπιτροπῆς τῆς Ἐπιτροπείας ἐξόδων καὶ μὲ τὸ ἀστυνομικὸν δελτίον ταυτότητος. Ὅσοι δὲν χρησιμοποιοῦν τὰ μετρητὰ τῶν τὰ ὁποῖα δύνανται νὰ τὰ λάβωσι παρὰ τὴν Τράπεζαν ἐπὶ τόκῳ. (10, 1061, 255, 1173)
fx-rate: 3.00 (1049, 1840, 1076, 1853)
stock-title: ΧΡΗΜΑΤΙΣΤΗΡΙΑΚΟΝ ΔΕΛΤΙΟΝ (1153, 1775, 1533, 1796)
